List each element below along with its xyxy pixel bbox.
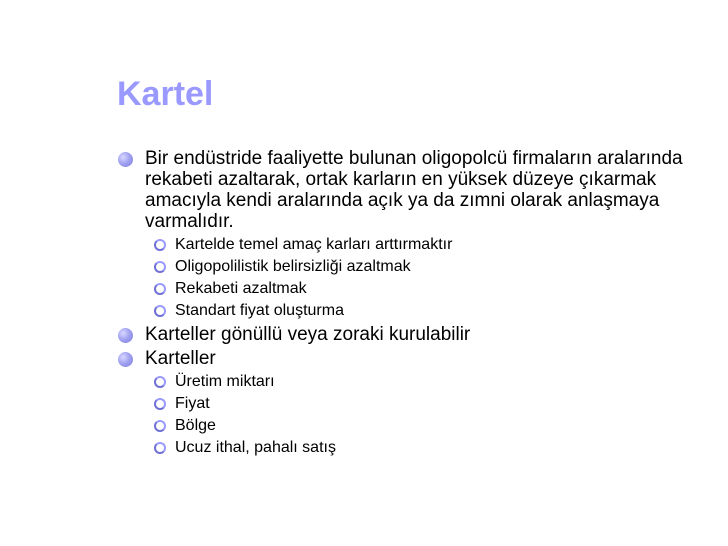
sub-bullet-item	[117, 416, 687, 435]
sub-bullet-list	[117, 235, 687, 320]
slide-title: Kartel	[117, 75, 214, 113]
round-bullet-icon	[118, 328, 133, 343]
sub-bullet-item	[117, 372, 687, 391]
bullet-item	[117, 324, 687, 345]
sub-bullet-text: Rekabeti azaltmak	[175, 280, 307, 297]
sub-bullet-item	[117, 257, 687, 276]
ring-bullet-icon	[154, 283, 166, 295]
bullet-item	[117, 348, 687, 369]
sub-bullet-text: Bölge	[175, 417, 216, 434]
ring-bullet-icon	[154, 261, 166, 273]
sub-bullet-item	[117, 438, 687, 457]
ring-bullet-icon	[154, 305, 166, 317]
sub-bullet-item	[117, 301, 687, 320]
round-bullet-icon	[118, 352, 133, 367]
sub-bullet-text: Kartelde temel amaç karları arttırmaktır	[175, 236, 453, 253]
bullet-item	[117, 148, 687, 232]
round-bullet-icon	[118, 152, 133, 167]
bullet-list	[117, 148, 687, 461]
sub-bullet-text: Oligopolilistik belirsizliği azaltmak	[175, 258, 411, 275]
ring-bullet-icon	[154, 442, 166, 454]
sub-bullet-item	[117, 394, 687, 413]
sub-bullet-list	[117, 372, 687, 457]
ring-bullet-icon	[154, 376, 166, 388]
sub-bullet-text: Üretim miktarı	[175, 373, 275, 390]
bullet-text: Karteller	[145, 348, 216, 369]
sub-bullet-text: Standart fiyat oluşturma	[175, 302, 344, 319]
sub-bullet-text: Fiyat	[175, 395, 210, 412]
sub-bullet-item	[117, 235, 687, 254]
ring-bullet-icon	[154, 398, 166, 410]
ring-bullet-icon	[154, 420, 166, 432]
bullet-text: Karteller gönüllü veya zoraki kurulabilir	[145, 324, 471, 345]
sub-bullet-item	[117, 279, 687, 298]
ring-bullet-icon	[154, 239, 166, 251]
bullet-text: Bir endüstride faaliyette bulunan oligopolcü firmaların aralarında rekabeti azaltarak, ortak karların en yüksek düzeye çıkarmak amacıyla kendi aralarında açık ya da zımni olarak anlaşmaya varmalıdır.	[145, 148, 683, 232]
sub-bullet-text: Ucuz ithal, pahalı satış	[175, 439, 336, 456]
